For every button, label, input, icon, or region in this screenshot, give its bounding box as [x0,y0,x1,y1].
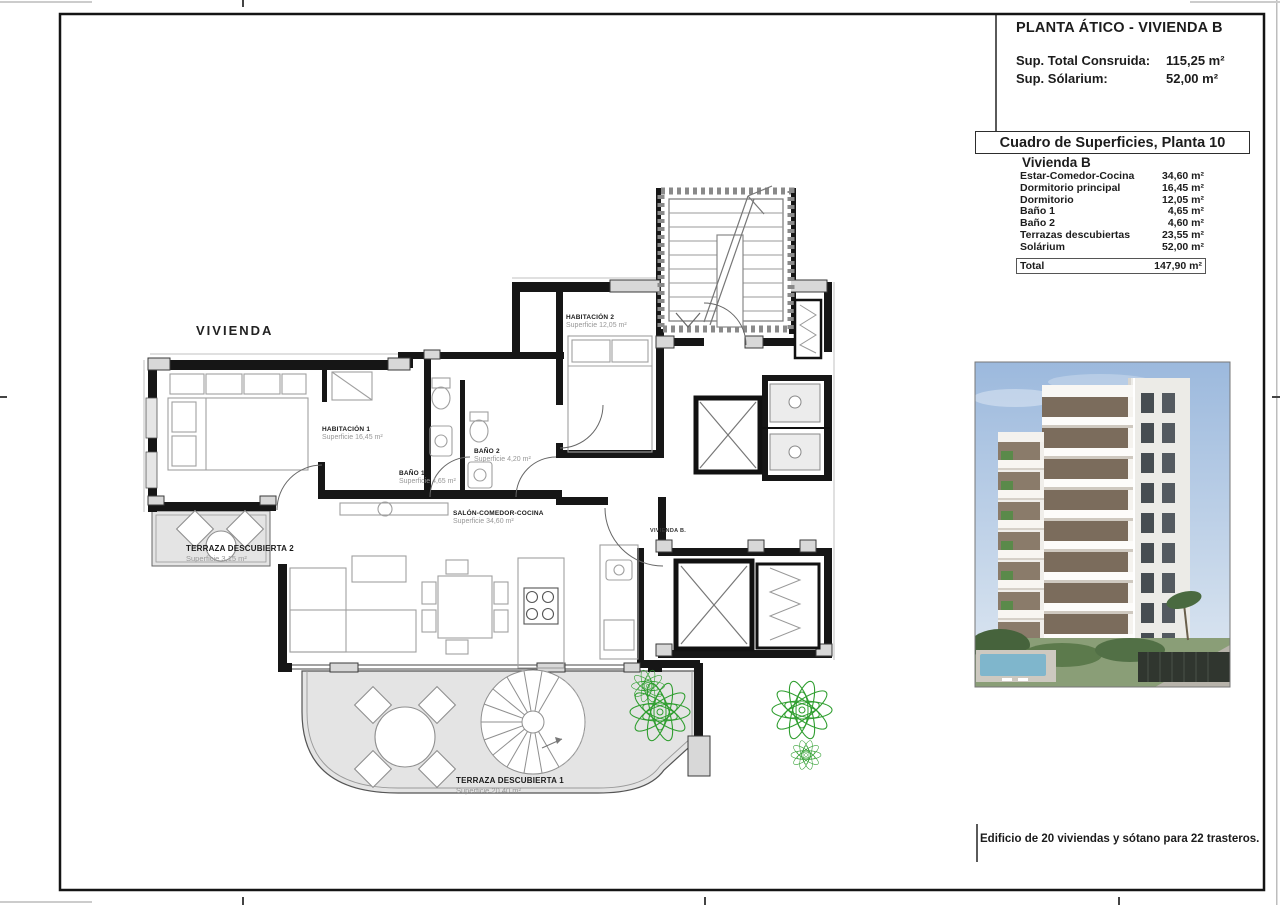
unit-entry-label: VIVIENDA B. [650,528,687,534]
floor-plan [144,186,834,793]
row-label: Baño 2 [1020,217,1056,230]
total-label: Total [1020,260,1045,272]
room-label-terraza1 [456,776,564,795]
wardrobe-1 [170,374,306,394]
stairwell [661,186,791,329]
row-value: 4,60 m² [1167,217,1204,230]
sheet-title: PLANTA ÁTICO - VIVIENDA B [1016,20,1223,36]
room-area: Superficie 12,05 m² [566,321,627,329]
small-shaft [795,300,821,358]
title-row [1016,52,1262,70]
row-label: Dormitorio [1020,193,1074,206]
table-row [1020,230,1204,242]
table-row [1020,183,1204,195]
row-value: 23,55 m² [1161,228,1204,241]
utility-rooms [762,384,830,470]
room-name: BAÑO 2 [474,448,500,455]
room-area: Superficie 20,40 m² [456,785,522,795]
bed-2 [568,336,652,452]
title-row-value: 115,25 m² [1166,53,1225,68]
elevator-1 [696,398,760,472]
bath1-fixtures [430,378,452,456]
title-row [1016,70,1262,88]
title-row-label: Sup. Total Consruida: [1016,53,1151,68]
room-label-bano1 [399,470,456,486]
row-value: 52,00 m² [1161,240,1204,253]
room-area: Superficie 3,15 m² [186,553,247,563]
elevator-2 [676,561,752,649]
row-value: 4,65 m² [1167,205,1204,218]
row-value: 12,05 m² [1161,193,1204,206]
room-area: Superficie 16,45 m² [322,433,383,441]
spiral-staircase [481,670,585,774]
tv-sideboard [340,502,448,516]
room-name: HABITACIÓN 1 [322,426,371,433]
title-row-value: 52,00 m² [1166,71,1219,87]
room-label-habitacion2 [566,314,627,330]
room-label-bano2 [474,448,531,464]
room-area: Superficie 34,60 m² [453,517,514,525]
row-value: 34,60 m² [1161,170,1204,182]
room-name: TERRAZA DESCUBIERTA 2 [186,544,294,553]
room-label-salon [453,510,544,526]
surface-table-rows [1020,171,1204,254]
kitchen-units [518,545,638,668]
building-rendering [970,362,1230,687]
room-name: SALÓN-COMEDOR-COCINA [453,510,544,517]
row-value: 16,45 m² [1161,181,1204,194]
row-label: Estar-Comedor-Cocina [1020,170,1135,182]
row-label: Terrazas descubiertas [1020,228,1131,241]
room-name: BAÑO 1 [399,470,425,477]
service-shaft [757,564,819,648]
row-label: Dormitorio principal [1020,181,1121,194]
room-name: TERRAZA DESCUBIERTA 1 [456,776,564,785]
title-block [1016,20,1262,88]
row-label: Baño 1 [1020,205,1056,218]
title-row-label: Sup. Sólarium: [1016,71,1108,87]
dining-set [422,560,508,654]
row-label: Solárium [1020,240,1065,253]
room-name: HABITACIÓN 2 [566,314,615,321]
table-row [1020,242,1204,254]
total-value: 147,90 m² [1154,260,1202,272]
room-label-habitacion1 [322,426,383,442]
bed-1 [168,398,308,470]
sofa-set [290,556,416,652]
surface-table-header: Cuadro de Superficies, Planta 10 [975,131,1250,154]
room-label-terraza2 [186,544,294,563]
closet [332,372,372,400]
room-area: Superficie 4,20 m² [474,455,531,463]
footer-note: Edificio de 20 viviendas y sótano para 22 trasteros. [980,833,1260,845]
surface-table-subheader: Vivienda B [1022,155,1091,170]
room-area: Superficie 4,65 m² [399,477,456,485]
surface-table-total [1016,258,1206,274]
plan-title-vivienda: VIVIENDA [196,323,274,338]
